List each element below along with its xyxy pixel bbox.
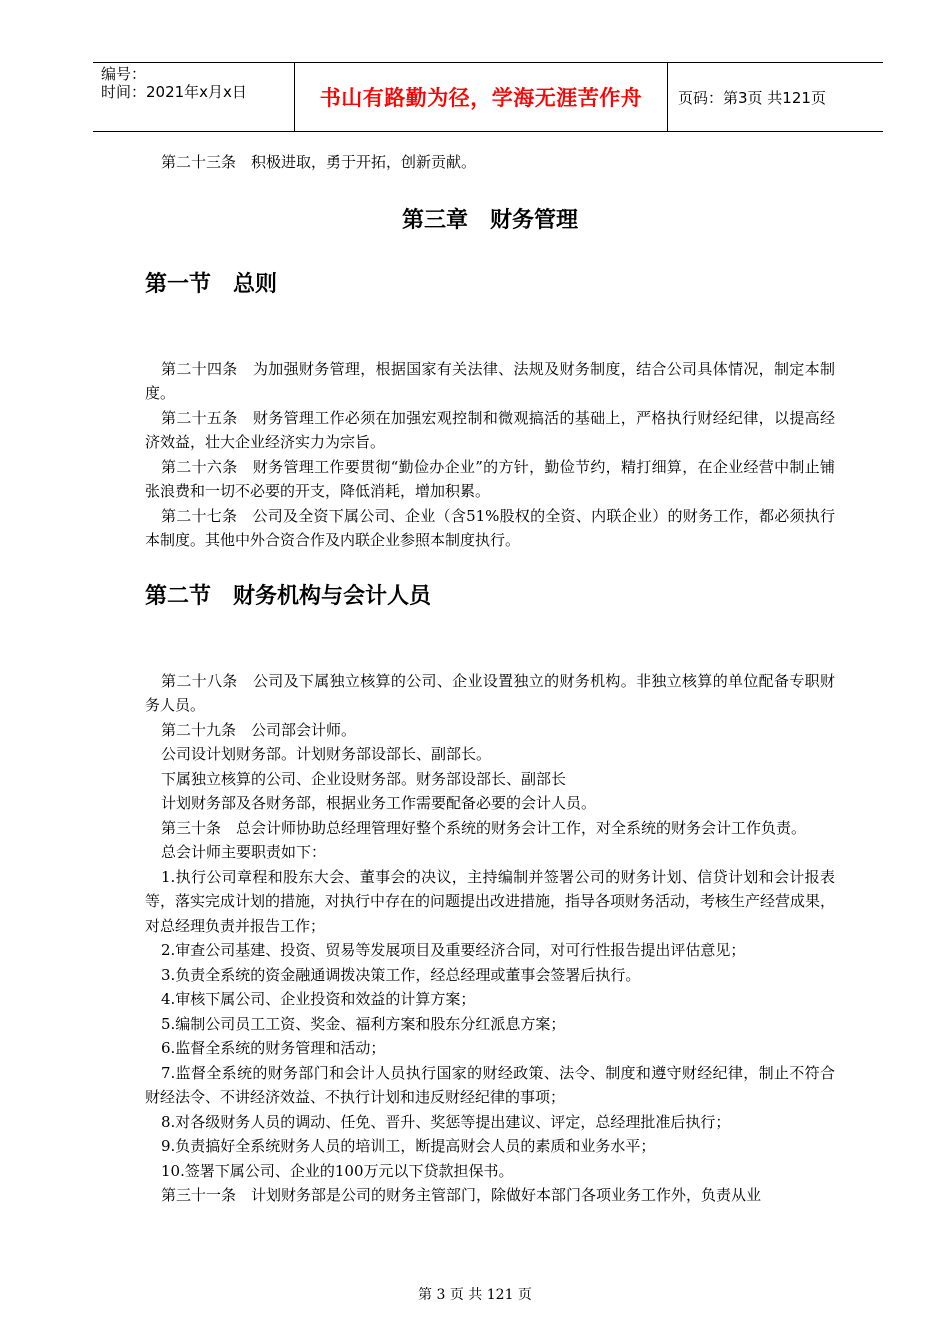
- duties-intro: 总会计师主要职责如下：: [161, 843, 327, 861]
- article-29: 第二十九条 公司部会计师。: [161, 720, 357, 739]
- article-30: 第三十条 总会计师协助总经理管理好整个系统的财务会计工作，对全系统的财务会计工作负责。: [161, 818, 807, 837]
- duty-item: 8.对各级财务人员的调动、任免、晋升、奖惩等提出建议、评定，总经理批准后执行；: [161, 1112, 731, 1131]
- section-2-title: 第二节 财务机构与会计人员: [145, 582, 432, 609]
- paragraph-planning-dept: 公司设计划财务部。计划财务部设部长、副部长。: [161, 745, 492, 763]
- page-header: [93, 62, 883, 132]
- section-1-body: [145, 357, 835, 553]
- article-31: 第三十一条 计划财务部是公司的财务主管部门，除做好本部门各项业务工作外，负责从业: [161, 1186, 762, 1204]
- paragraph-subsidiary-dept: 下属独立核算的公司、企业设财务部。财务部设部长、副部长: [161, 769, 567, 788]
- chapter-title: 第三章 财务管理: [401, 206, 578, 233]
- header-id-label: 编号：: [101, 65, 147, 83]
- page-footer: 第 3 页 共 121 页: [418, 1287, 532, 1303]
- document-body: [145, 150, 835, 1208]
- duty-item: 6.监督全系统的财务管理和活动；: [161, 1039, 386, 1057]
- duty-item: 2.审查公司基建、投资、贸易等发展项目及重要经济合同，对可行性报告提出评估意见；: [161, 941, 746, 959]
- article-24: 第二十四条 为加强财务管理，根据国家有关法律、法规及财务制度，结合公司具体情况，制定本制度。: [145, 359, 835, 402]
- header-date: 时间：2021年x月x日: [101, 83, 247, 101]
- section-2-body: [145, 669, 835, 1208]
- section-1-title: 第一节 总则: [145, 270, 278, 297]
- paragraph-staffing: 计划财务部及各财务部，根据业务工作需要配备必要的会计人员。: [161, 794, 597, 812]
- article-28: 第二十八条 公司及下属独立核算的公司、企业设置独立的财务机构。非独立核算的单位配备专职财务人员。: [145, 671, 835, 714]
- header-motto: 书山有路勤为径，学海无涯苦作舟: [295, 63, 668, 131]
- article-25: 第二十五条 财务管理工作必须在加强宏观控制和微观搞活的基础上，严格执行财经纪律，以提高经济效益，壮大企业经济实力为宗旨。: [145, 408, 835, 451]
- duty-item: 1.执行公司章程和股东大会、董事会的决议，主持编制并签署公司的财务计划、信贷计划和会计报表等，落实完成计划的措施，对执行中存在的问题提出改进措施，指导各项财务活动，考核生产经营成果，对总经理负责并报告工作；: [145, 867, 836, 935]
- header-page-info: 页码：第3页 共121页: [678, 88, 826, 107]
- duty-item: 3.负责全系统的资金融通调拨决策工作，经总经理或董事会签署后执行。: [161, 965, 641, 984]
- duty-item: 7.监督全系统的财务部门和会计人员执行国家的财经政策、法令、制度和遵守财经纪律，制止不符合财经法令、不讲经济效益、不执行计划和违反财经纪律的事项；: [145, 1063, 835, 1106]
- duty-item: 5.编制公司员工工资、奖金、福利方案和股东分红派息方案；: [161, 1014, 566, 1033]
- article-26: 第二十六条 财务管理工作要贯彻“勤俭办企业”的方针，勤俭节约，精打细算，在企业经营中制止铺张浪费和一切不必要的开支，降低消耗，增加积累。: [145, 457, 835, 500]
- duty-item: 10.签署下属公司、企业的100万元以下贷款担保书。: [161, 1161, 514, 1180]
- article-27: 第二十七条 公司及全资下属公司、企业（含51%股权的全资、内联企业）的财务工作，都必须执行本制度。其他中外合资合作及内联企业参照本制度执行。: [145, 506, 835, 549]
- article-23: 第二十三条 积极进取，勇于开拓，创新贡献。: [161, 153, 477, 171]
- duty-item: 9.负责搞好全系统财务人员的培训工，断提高财会人员的素质和业务水平；: [161, 1137, 656, 1155]
- duty-item: 4.审核下属公司、企业投资和效益的计算方案；: [161, 990, 476, 1008]
- header-meta: [93, 63, 295, 131]
